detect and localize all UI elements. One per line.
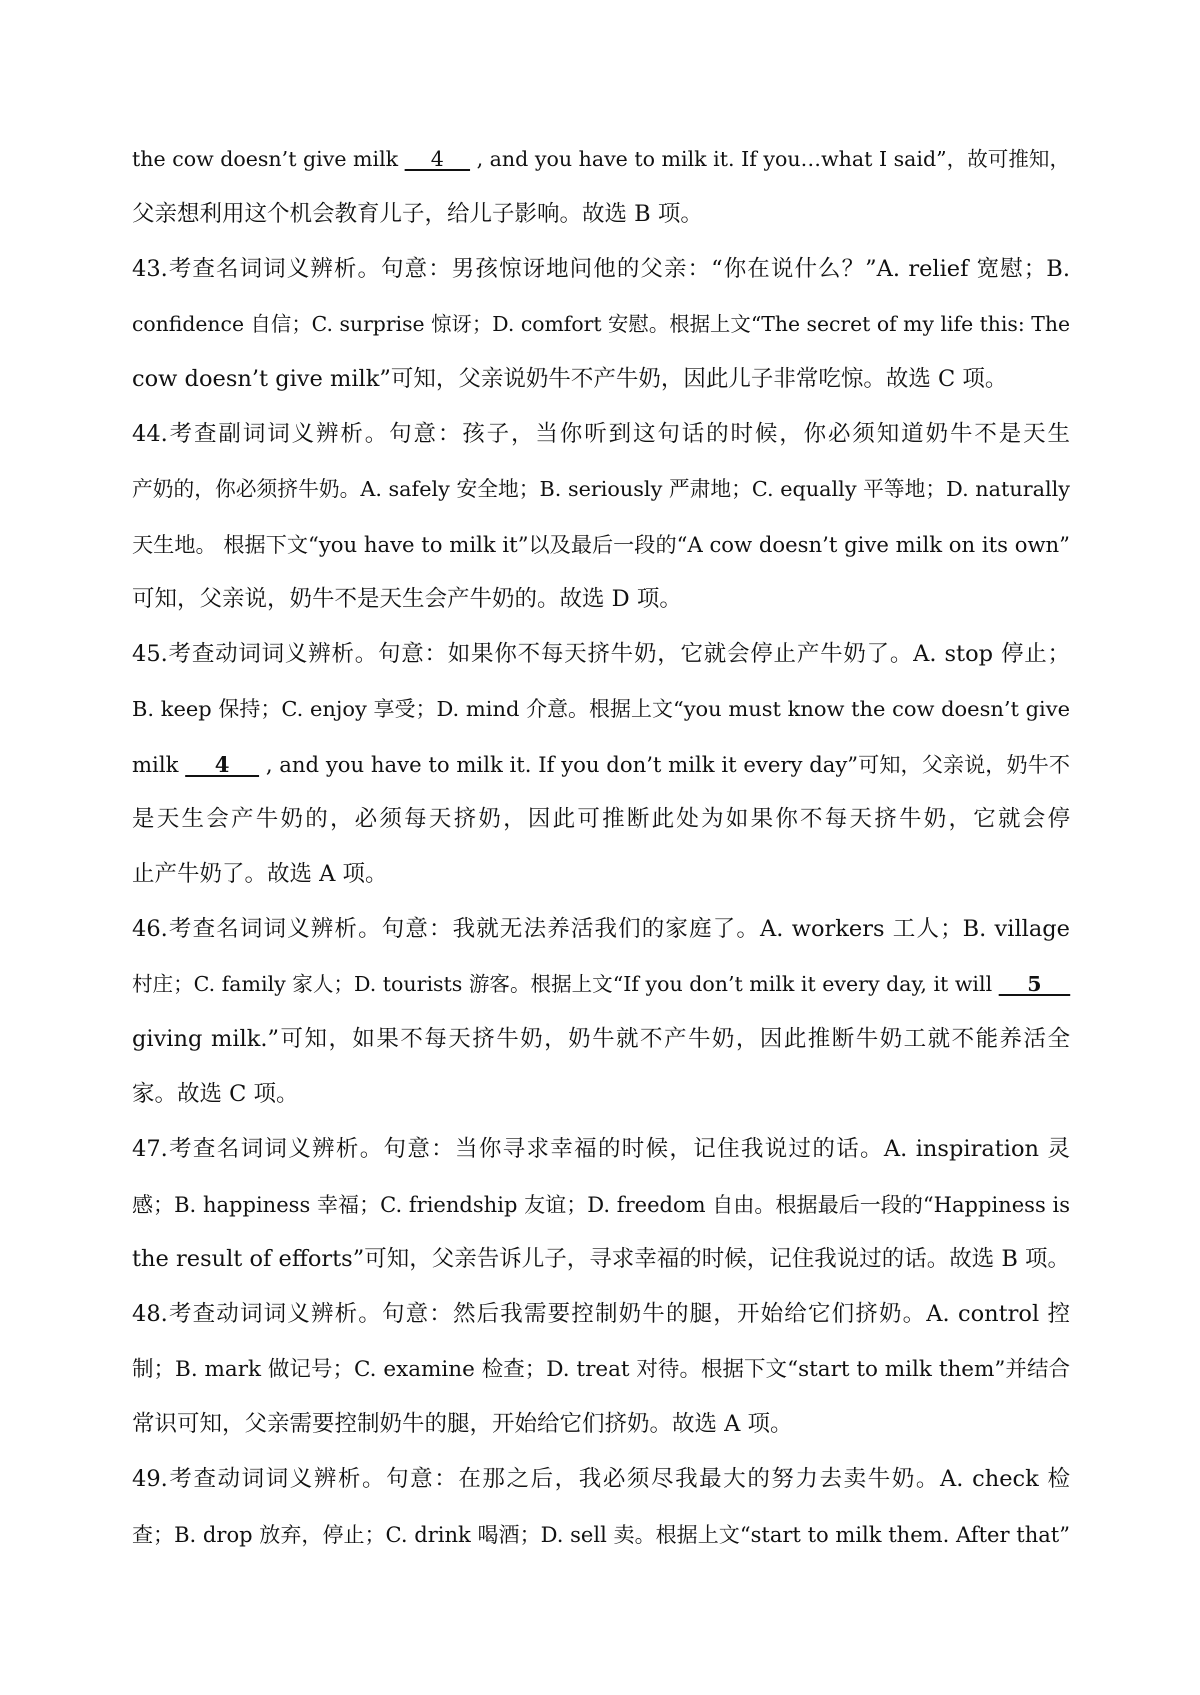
- text-line: [132, 297, 1070, 352]
- text-segment: 可知，父亲说，奶牛不是天生会产牛奶的。故选 D 项。: [132, 586, 682, 612]
- text-segment: 46.考查名词词义辨析。句意：我就无法养活我们的家庭了。A. workers 工人；B. village: [132, 916, 1070, 942]
- document-page: [132, 132, 1070, 1562]
- text-line: [132, 1067, 1070, 1122]
- text-segment: cow doesn’t give milk”可知，父亲说奶牛不产牛奶，因此儿子非常吃惊。故选 C 项。: [132, 366, 1008, 392]
- text-line: [132, 187, 1070, 242]
- text-segment: 天生地。 根据下文“you have to milk it”以及最后一段的“A cow doesn’t give milk on its own”: [132, 532, 1070, 557]
- text-line: [132, 572, 1070, 627]
- text-line: [132, 352, 1070, 407]
- text-segment: , and you have to milk it. If you…what I said”，故可推知，: [470, 147, 1070, 171]
- text-segment: 产奶的，你必须挤牛奶。A. safely 安全地；B. seriously 严肃地；C. equally 平等地；D. naturally: [132, 477, 1070, 501]
- text-segment: the cow doesn’t give milk: [132, 147, 405, 171]
- text-segment: 48.考查动词词义辨析。句意：然后我需要控制奶牛的腿，开始给它们挤奶。A. control 控: [132, 1301, 1070, 1327]
- text-line: [132, 1012, 1070, 1067]
- text-line: [132, 902, 1070, 957]
- text-line: [132, 627, 1070, 682]
- text-segment: 家。故选 C 项。: [132, 1081, 299, 1107]
- text-line: [132, 1397, 1070, 1452]
- text-line: [132, 517, 1070, 572]
- text-line: [132, 1177, 1070, 1232]
- text-line: [132, 242, 1070, 297]
- text-segment: 常识可知，父亲需要控制奶牛的腿，开始给它们挤奶。故选 A 项。: [132, 1411, 793, 1437]
- text-line: [132, 682, 1070, 737]
- text-segment: 49.考查动词词义辨析。句意：在那之后，我必须尽我最大的努力去卖牛奶。A. check 检: [132, 1466, 1070, 1492]
- text-line: [132, 792, 1070, 847]
- text-line: [132, 132, 1070, 187]
- answer-blank: 4: [404, 147, 471, 171]
- text-segment: 44.考查副词词义辨析。句意：孩子，当你听到这句话的时候，你必须知道奶牛不是天生: [132, 421, 1070, 447]
- text-segment: 村庄；C. family 家人；D. tourists 游客。根据上文“If you don’t milk it every day, it will: [132, 972, 999, 996]
- text-line: [132, 1232, 1070, 1287]
- text-segment: giving milk.”可知，如果不每天挤牛奶，奶牛就不产牛奶，因此推断牛奶工就不能养活全: [132, 1026, 1070, 1052]
- text-line: [132, 737, 1070, 792]
- text-line: [132, 1452, 1070, 1507]
- text-segment: 止产牛奶了。故选 A 项。: [132, 861, 388, 887]
- text-line: [132, 462, 1070, 517]
- text-segment: 父亲想利用这个机会教育儿子，给儿子影响。故选 B 项。: [132, 201, 703, 227]
- text-line: [132, 407, 1070, 462]
- text-segment: 制；B. mark 做记号；C. examine 检查；D. treat 对待。根据下文“start to milk them”并结合: [132, 1357, 1070, 1382]
- text-segment: confidence 自信；C. surprise 惊讶；D. comfort 安慰。根据上文“The secret of my life this: The: [132, 312, 1070, 336]
- text-segment: 43.考查名词词义辨析。句意：男孩惊讶地问他的父亲：“你在说什么？”A. relief 宽慰；B.: [132, 256, 1070, 282]
- text-segment: the result of efforts”可知，父亲告诉儿子，寻求幸福的时候，记住我说过的话。故选 B 项。: [132, 1246, 1071, 1272]
- text-line: [132, 957, 1070, 1012]
- text-line: [132, 1342, 1070, 1397]
- text-segment: 查；B. drop 放弃，停止；C. drink 喝酒；D. sell 卖。根据上文“start to milk them. After that”: [132, 1522, 1070, 1547]
- text-line: [132, 1507, 1070, 1562]
- text-segment: B. keep 保持；C. enjoy 享受；D. mind 介意。根据上文“you must know the cow doesn’t give: [132, 697, 1070, 721]
- text-line: [132, 1122, 1070, 1177]
- text-line: [132, 1287, 1070, 1342]
- text-line: [132, 847, 1070, 902]
- text-segment: 感；B. happiness 幸福；C. friendship 友谊；D. freedom 自由。根据最后一段的“Happiness is: [132, 1192, 1070, 1217]
- text-segment: 是天生会产牛奶的，必须每天挤奶，因此可推断此处为如果你不每天挤牛奶，它就会停: [132, 806, 1070, 832]
- answer-blank: 5: [998, 972, 1071, 996]
- text-segment: milk: [132, 752, 186, 777]
- text-segment: , and you have to milk it. If you don’t milk it every day”可知，父亲说，奶牛不: [259, 752, 1070, 777]
- text-segment: 45.考查动词词义辨析。句意：如果你不每天挤牛奶，它就会停止产牛奶了。A. stop 停止；: [132, 641, 1070, 667]
- answer-blank: 4: [185, 752, 260, 777]
- text-segment: 47.考查名词词义辨析。句意：当你寻求幸福的时候，记住我说过的话。A. inspiration 灵: [132, 1136, 1070, 1162]
